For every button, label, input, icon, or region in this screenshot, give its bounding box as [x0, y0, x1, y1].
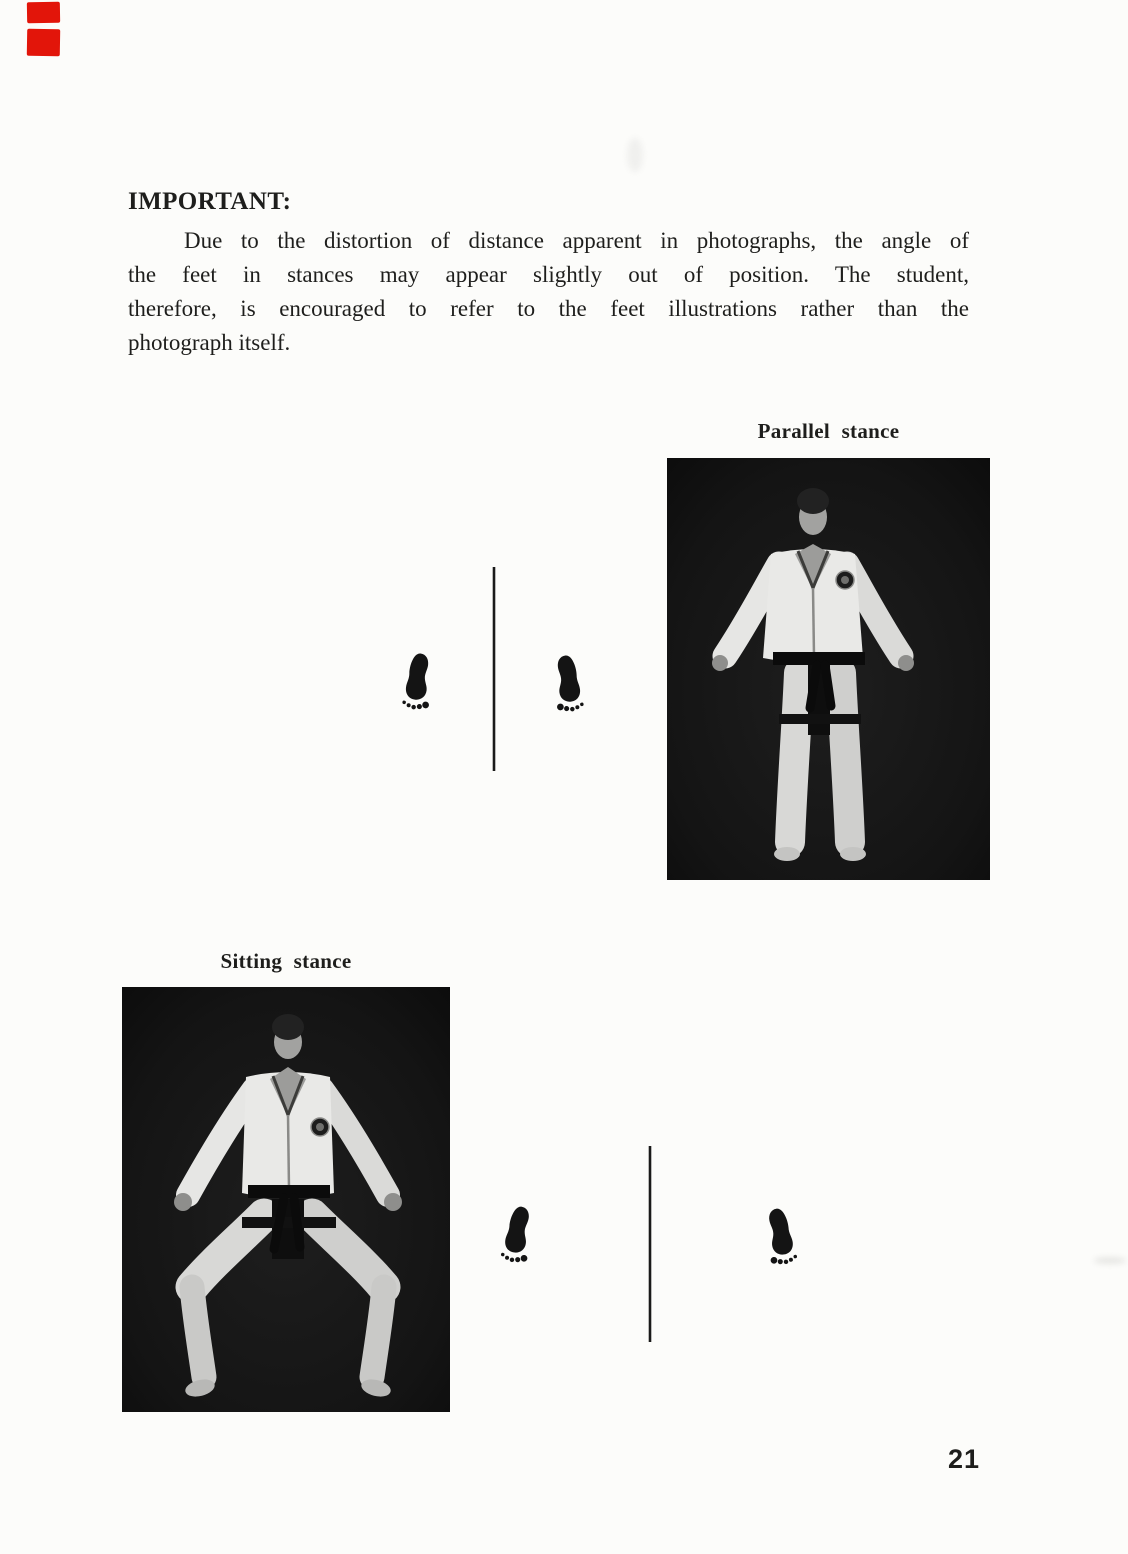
hair	[272, 1014, 304, 1040]
important-heading: IMPORTANT:	[128, 188, 292, 215]
important-paragraph	[128, 224, 969, 360]
black-belt	[248, 1185, 330, 1198]
martial-artist-parallel-figure	[667, 458, 990, 880]
paragraph-line: therefore, is encouraged to refer to the feet illustrations rather than the	[128, 296, 969, 321]
scan-smudge	[627, 138, 643, 172]
left-footprint-icon	[500, 1205, 536, 1265]
right-footprint-icon	[551, 654, 584, 713]
parallel-stance-photo	[667, 458, 990, 880]
feet-diagram-svg	[385, 553, 615, 785]
parallel-stance-label: Parallel stance	[757, 419, 900, 443]
scan-smudge	[1094, 1257, 1126, 1264]
left-footprint-icon	[402, 652, 435, 711]
page-number: 21	[948, 1444, 981, 1474]
sitting-stance-label: Sitting stance	[220, 949, 352, 973]
feet-diagram-svg	[490, 1133, 810, 1355]
red-scan-mark	[27, 29, 60, 57]
parallel-stance-feet-diagram	[385, 553, 615, 785]
red-scan-mark	[27, 2, 60, 24]
hair	[797, 488, 829, 514]
sitting-stance-photo	[122, 987, 450, 1412]
paragraph-line: Due to the distortion of distance apparent in photographs, the angle of	[184, 228, 969, 253]
right-footprint-icon	[762, 1207, 798, 1267]
paragraph-line: photograph itself.	[128, 330, 291, 355]
martial-artist-sitting-figure	[122, 987, 450, 1412]
paragraph-line: the feet in stances may appear slightly out of position. The student,	[128, 262, 969, 287]
sitting-stance-feet-diagram	[490, 1133, 810, 1355]
